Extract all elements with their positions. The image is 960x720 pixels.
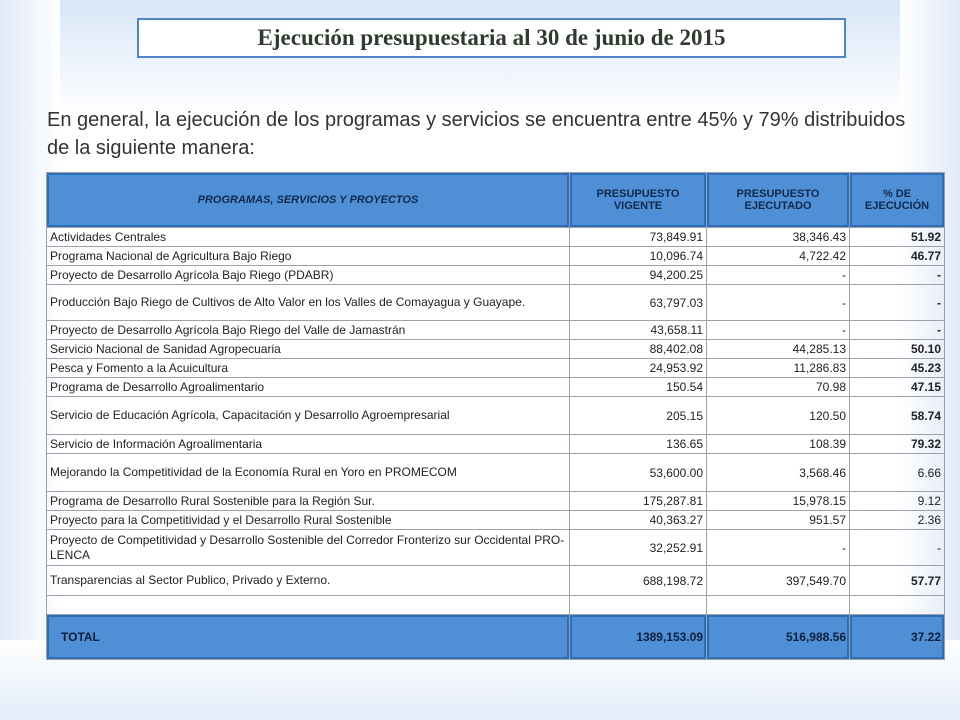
row-name-cell: Mejorando la Competitividad de la Economía Rural en Yoro en PROMECOM — [47, 454, 570, 492]
row-name-cell: Pesca y Fomento a la Acuicultura — [47, 359, 570, 378]
row-percent-cell: - — [850, 321, 945, 340]
table-row — [47, 378, 945, 397]
row-name-cell: Programa de Desarrollo Rural Sostenible para la Región Sur. — [47, 492, 570, 511]
row-vigente-cell: 63,797.03 — [570, 285, 707, 321]
row-name-cell: Servicio de Información Agroalimentaria — [47, 435, 570, 454]
row-percent-cell: 46.77 — [850, 247, 945, 266]
row-percent-cell: 58.74 — [850, 397, 945, 435]
table-row — [47, 340, 945, 359]
header-programs: PROGRAMAS, SERVICIOS Y PROYECTOS — [47, 173, 570, 228]
row-vigente-cell: 73,849.91 — [570, 228, 707, 247]
row-vigente-cell: 688,198.72 — [570, 566, 707, 596]
row-name-cell: Servicio de Educación Agrícola, Capacitación y Desarrollo Agroempresarial — [47, 397, 570, 435]
row-percent-cell: 79.32 — [850, 435, 945, 454]
row-ejecutado-cell: 11,286.83 — [707, 359, 850, 378]
row-vigente-cell: 40,363.27 — [570, 511, 707, 530]
row-vigente-cell: 32,252.91 — [570, 530, 707, 566]
table-row — [47, 435, 945, 454]
row-ejecutado-cell: - — [707, 266, 850, 285]
row-ejecutado-cell: 397,549.70 — [707, 566, 850, 596]
row-vigente-cell: 10,096.74 — [570, 247, 707, 266]
row-percent-cell: 9.12 — [850, 492, 945, 511]
row-vigente-cell: 205.15 — [570, 397, 707, 435]
row-name-cell: Proyecto para la Competitividad y el Desarrollo Rural Sostenible — [47, 511, 570, 530]
table-row — [47, 285, 945, 321]
intro-paragraph: En general, la ejecución de los programas y servicios se encuentra entre 45% y 79% distribuidos de la siguiente manera: — [47, 109, 906, 159]
table-row — [47, 492, 945, 511]
row-name-cell: Proyecto de Desarrollo Agrícola Bajo Riego (PDABR) — [47, 266, 570, 285]
table-row — [47, 359, 945, 378]
row-vigente-cell: 136.65 — [570, 435, 707, 454]
row-ejecutado-cell: 70.98 — [707, 378, 850, 397]
spacer-row — [47, 596, 945, 615]
row-ejecutado-cell: - — [707, 285, 850, 321]
header-budget-current: PRESUPUESTO VIGENTE — [570, 173, 707, 228]
row-vigente-cell: 24,953.92 — [570, 359, 707, 378]
table-header-row — [47, 173, 945, 228]
header-budget-executed: PRESUPUESTO EJECUTADO — [707, 173, 850, 228]
table-row — [47, 566, 945, 596]
row-percent-cell: - — [850, 285, 945, 321]
row-name-cell: Servicio Nacional de Sanidad Agropecuaria — [47, 340, 570, 359]
row-vigente-cell: 43,658.11 — [570, 321, 707, 340]
row-percent-cell: 2.36 — [850, 511, 945, 530]
row-name-cell: Proyecto de Competitividad y Desarrollo Sostenible del Corredor Fronterizo sur Occidental PRO-LENCA — [47, 530, 570, 566]
empty-cell — [47, 596, 570, 615]
table-row — [47, 266, 945, 285]
row-ejecutado-cell: 4,722.42 — [707, 247, 850, 266]
table-row — [47, 397, 945, 435]
table-row — [47, 511, 945, 530]
row-ejecutado-cell: 120.50 — [707, 397, 850, 435]
row-name-cell: Transparencias al Sector Publico, Privado y Externo. — [47, 566, 570, 596]
table-body — [47, 228, 945, 660]
empty-cell — [570, 596, 707, 615]
total-ejecutado: 516,988.56 — [707, 615, 850, 660]
row-name-cell: Actividades Centrales — [47, 228, 570, 247]
budget-table — [46, 172, 945, 660]
empty-cell — [850, 596, 945, 615]
row-vigente-cell: 150.54 — [570, 378, 707, 397]
total-label: TOTAL — [47, 615, 570, 660]
row-ejecutado-cell: - — [707, 530, 850, 566]
title-box — [137, 18, 846, 58]
row-vigente-cell: 94,200.25 — [570, 266, 707, 285]
row-ejecutado-cell: - — [707, 321, 850, 340]
row-ejecutado-cell: 3,568.46 — [707, 454, 850, 492]
row-ejecutado-cell: 38,346.43 — [707, 228, 850, 247]
total-row — [47, 615, 945, 660]
row-percent-cell: 47.15 — [850, 378, 945, 397]
row-percent-cell: - — [850, 530, 945, 566]
row-percent-cell: 45.23 — [850, 359, 945, 378]
page-title: Ejecución presupuestaria al 30 de junio de 2015 — [257, 25, 726, 50]
row-name-cell: Programa de Desarrollo Agroalimentario — [47, 378, 570, 397]
table-row — [47, 247, 945, 266]
row-name-cell: Programa Nacional de Agricultura Bajo Riego — [47, 247, 570, 266]
row-name-cell: Producción Bajo Riego de Cultivos de Alto Valor en los Valles de Comayagua y Guayape. — [47, 285, 570, 321]
table-row — [47, 321, 945, 340]
row-ejecutado-cell: 15,978.15 — [707, 492, 850, 511]
row-percent-cell: 57.77 — [850, 566, 945, 596]
row-name-cell: Proyecto de Desarrollo Agrícola Bajo Riego del Valle de Jamastrán — [47, 321, 570, 340]
row-percent-cell: - — [850, 266, 945, 285]
row-vigente-cell: 53,600.00 — [570, 454, 707, 492]
table-row — [47, 530, 945, 566]
row-ejecutado-cell: 108.39 — [707, 435, 850, 454]
table-row — [47, 454, 945, 492]
header-execution-percent: % DE EJECUCIÓN — [850, 173, 945, 228]
row-percent-cell: 50.10 — [850, 340, 945, 359]
total-percent: 37.22 — [850, 615, 945, 660]
row-percent-cell: 51.92 — [850, 228, 945, 247]
total-vigente: 1389,153.09 — [570, 615, 707, 660]
row-ejecutado-cell: 951.57 — [707, 511, 850, 530]
row-vigente-cell: 175,287.81 — [570, 492, 707, 511]
row-ejecutado-cell: 44,285.13 — [707, 340, 850, 359]
table-row — [47, 228, 945, 247]
empty-cell — [707, 596, 850, 615]
row-percent-cell: 6.66 — [850, 454, 945, 492]
row-vigente-cell: 88,402.08 — [570, 340, 707, 359]
